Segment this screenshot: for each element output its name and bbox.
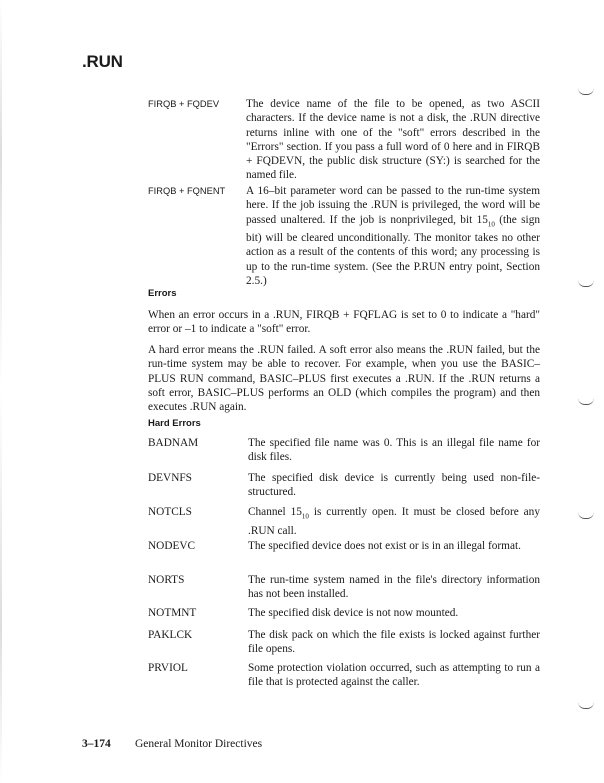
error-entry-notmnt xyxy=(148,606,540,620)
bit-base-subscript: 10 xyxy=(487,219,495,228)
errors-heading: Errors xyxy=(148,288,177,299)
param-name: FIRQB + FQDEV xyxy=(148,99,220,109)
error-description: The specified file name was 0. This is an illegal file name for disk files. xyxy=(248,437,540,464)
error-code: NOTCLS xyxy=(148,506,192,518)
bit-number: 15 xyxy=(476,213,488,226)
error-code: NORTS xyxy=(148,574,185,586)
error-code: NOTMNT xyxy=(148,607,197,619)
error-entry-paklck xyxy=(148,628,540,657)
error-entry-devnfs xyxy=(148,471,540,500)
error-description: The specified device does not exist or is in an illegal format. xyxy=(248,540,521,552)
error-description: The specified disk device is currently being used non-file-structured. xyxy=(248,472,540,499)
page-edge-shadow xyxy=(0,0,2,783)
page-footer xyxy=(82,738,262,750)
chapter-title: General Monitor Directives xyxy=(135,738,263,750)
margin-mark xyxy=(578,280,594,287)
section-title: .RUN xyxy=(82,52,123,71)
hard-errors-heading: Hard Errors xyxy=(148,418,201,429)
error-code: PAKLCK xyxy=(148,629,193,641)
margin-mark xyxy=(578,398,594,405)
error-entry-norts xyxy=(148,573,540,602)
errors-paragraph: When an error occurs in a .RUN, FIRQB + FQFLAG is set to 0 to indicate a "hard" error or –1 to indicate a "soft" error. xyxy=(148,309,540,336)
param-description: The device name of the file to be opened, as two ASCII characters. If the device name is not a disk, the .RUN directive returns inline with one of the "soft" errors described in the "Errors" section. If you pass a full word of 0 here and in FIRQB + FQDEVN, the public disk structure (SY:) is searched for the named file. xyxy=(246,98,540,182)
error-entry-nodevc xyxy=(148,539,540,553)
error-description: The specified disk device is not now mounted. xyxy=(248,607,459,619)
errors-paragraph: A hard error means the .RUN failed. A soft error also means the .RUN failed, but the run-time system may be able to recover. For example, when you use the BASIC–PLUS RUN command, BASIC–PLUS first executes a .RUN. If the .RUN returns a soft error, BASIC–PLUS performs an OLD (which compiles the program) and then executes .RUN again. xyxy=(148,344,540,414)
error-entry-badnam xyxy=(148,436,540,465)
margin-mark xyxy=(578,88,594,95)
error-code: NODEVC xyxy=(148,540,196,552)
param-name: FIRQB + FQNENT xyxy=(148,186,226,196)
error-description: The run-time system named in the file's directory information has not been installed. xyxy=(248,574,540,601)
error-description: Some protection violation occurred, such as attempting to run a file that is protected against the caller. xyxy=(248,662,540,689)
error-code: DEVNFS xyxy=(148,472,192,484)
param-description: A 16–bit parameter word can be passed to the run-time system here. If the job issuing the .RUN is privileged, the word will be passed unaltered. If the job is nonprivileged, bit $15_{10}$ (the sign bit) will be cleared unconditionally. The monitor takes no other action as a result of the contents of this word; any processing is up to the run-time system. (See the P.RUN entry point, Section 2.5.) xyxy=(246,185,540,288)
error-entry-notcls xyxy=(148,505,540,538)
error-code: BADNAM xyxy=(148,437,199,449)
margin-mark xyxy=(578,702,594,709)
param-fqdev xyxy=(148,97,540,183)
channel-base-subscript: 10 xyxy=(301,512,309,521)
error-code: PRVIOL xyxy=(148,662,188,674)
error-description: The disk pack on which the file exists is locked against further file opens. xyxy=(248,629,540,656)
page-number: 3–174 xyxy=(82,738,111,750)
error-description: Channel $15_{10}$ is currently open. It must be closed before any .RUN call. xyxy=(248,506,540,537)
channel-number: 15 xyxy=(290,506,302,518)
error-entry-prviol xyxy=(148,661,540,690)
param-fqnent xyxy=(148,184,540,288)
margin-mark xyxy=(578,512,594,519)
